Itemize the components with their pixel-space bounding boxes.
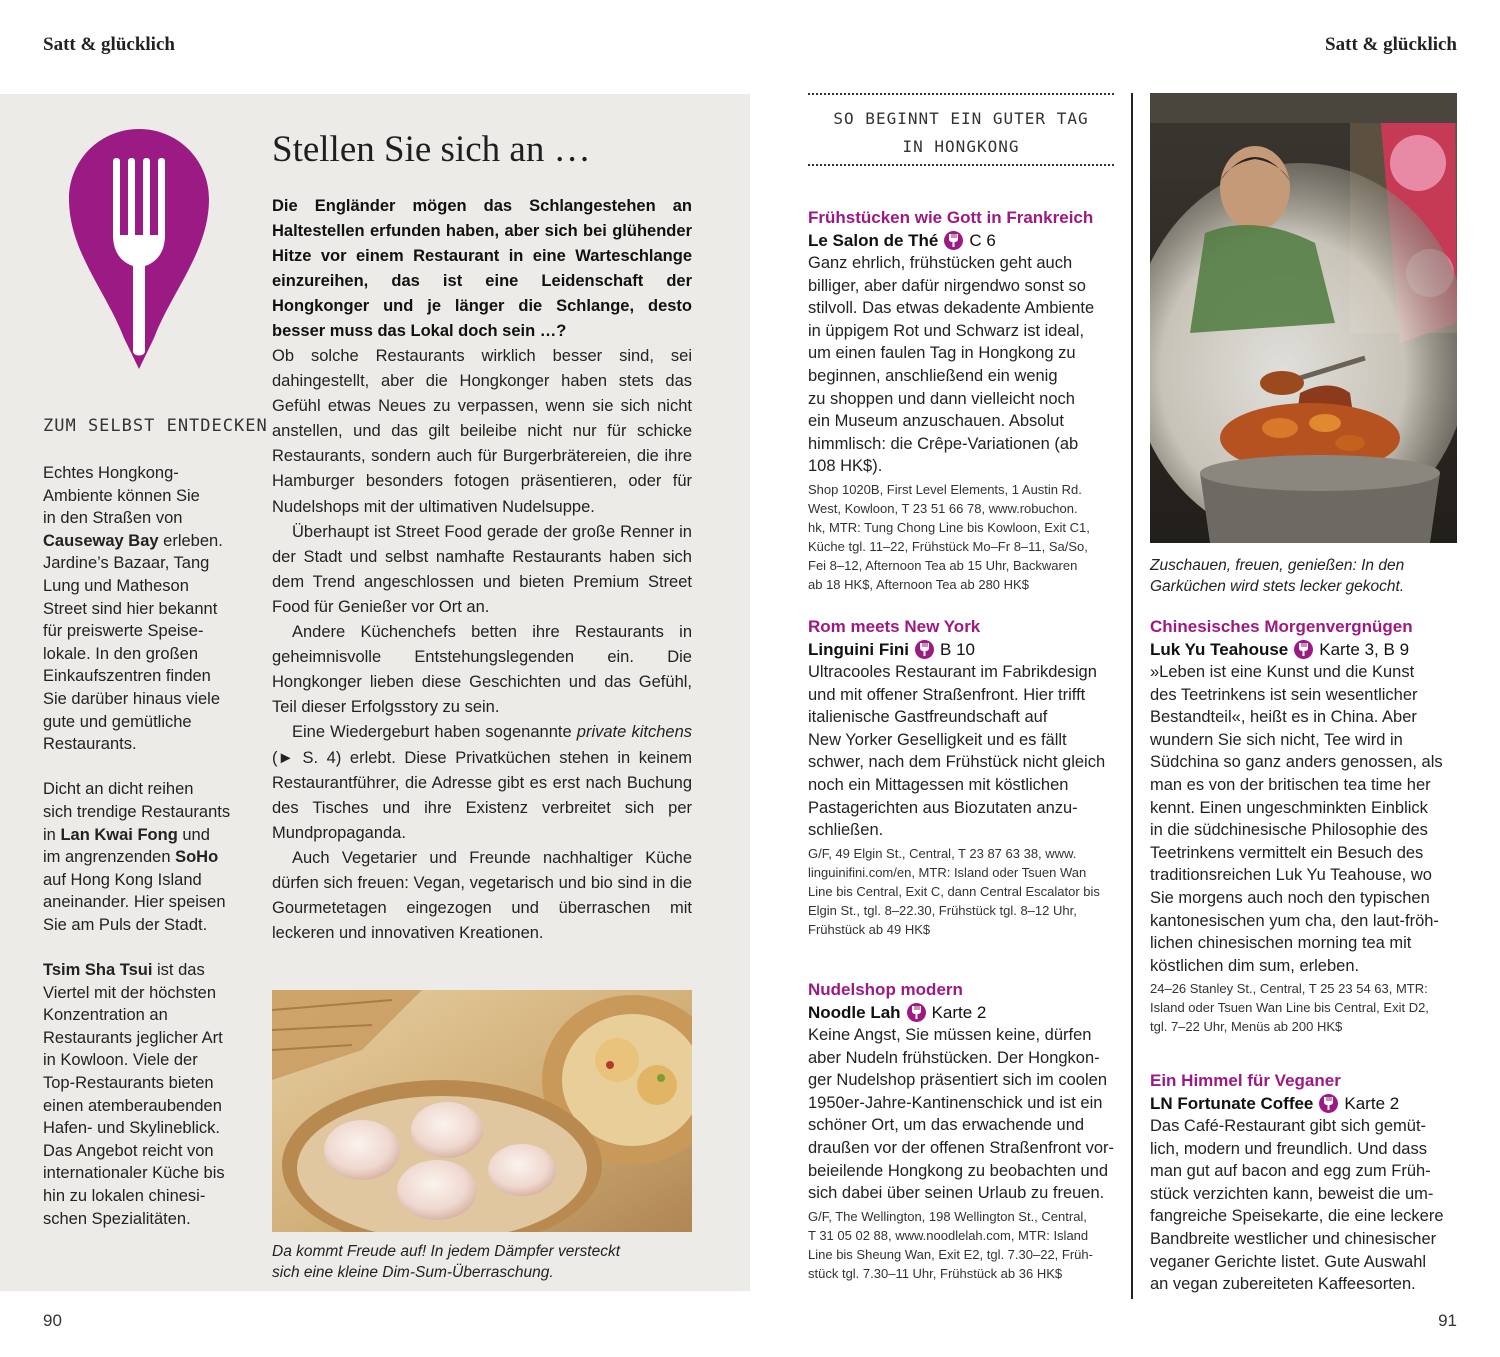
- map-reference: C 6: [969, 231, 996, 250]
- page-number-right: 91: [1438, 1311, 1457, 1330]
- sidebar-text: Echtes Hongkong- Ambiente können Sie in den Straßen von Causeway Bay erleben. Jardine’s Bazaar, Tang Lung und Matheson Street sind hier bekannt für preiswerte Speise- lokale. In den großen Einkaufszentren finden Sie darüber hinaus viele gute und gemütliche Restaurants. Dicht an dicht reihen sich trendige Restaurants in Lan Kwai Fong und im angrenzenden SoHo auf Hong Kong Island aneinander. Hier speisen Sie am Puls der Stadt. Tsim Sha Tsui ist das Viertel mit der höchsten Konzentration an Restaurants jeglicher Art in Kowloon. Viele der Top-Restaurants bieten einen atemberaubenden Hafen- und Skylineblick. Das Angebot reicht von internationaler Küche bis hin zu lokalen chinesi- schen Spezialitäten.: [43, 464, 231, 1228]
- running-header-left: Satt & glücklich: [43, 34, 175, 55]
- dotted-rule-top: [808, 93, 1114, 95]
- column-divider: [1131, 93, 1133, 1299]
- dim-sum-photo: [272, 990, 692, 1232]
- photo-caption-dim-sum: Da kommt Freude auf! In jedem Dämpfer versteckt sich eine kleine Dim-Sum-Überraschung.: [272, 1243, 621, 1281]
- map-reference: Karte 2: [1344, 1094, 1400, 1113]
- entry-address: G/F, The Wellington, 198 Wellington St., Central, T 31 05 02 88, www.noodlelah.com, MTR: Island Line bis Sheung Wan, Exit E2, tgl. 7.30–22, Früh- stück tgl. 7.30–11 Uhr, Frühstück ab 36 HK$: [808, 1208, 1093, 1281]
- restaurant-entry: [808, 206, 1118, 594]
- article-lead: Die Engländer mögen das Schlangestehen an Haltestellen erfunden haben, aber sich bei glühender Hitze vor einem Restaurant in eine Warteschlange einzureihen, das ist eine Leidenschaft der Hongkonger und je länger die Schlange, desto besser muss das Lokal doch sein …?: [272, 197, 692, 340]
- article-title: Stellen Sie sich an …: [272, 129, 591, 170]
- restaurant-entry: [1150, 615, 1460, 1036]
- map-reference: B 10: [940, 640, 976, 659]
- entry-name: Noodle Lah: [808, 1003, 901, 1022]
- entry-title: Frühstücken wie Gott in Frankreich: [808, 208, 1094, 227]
- map-reference: Karte 2: [931, 1003, 987, 1022]
- entry-description: Keine Angst, Sie müssen keine, dürfen aber Nudeln frühstücken. Der Hongkon- ger Nudelshop präsentiert sich im coolen 1950er-Jahre-Kantinenschick und ist ein schöner Ort, um das erwachende und draußen vor der offenen Straßenfront vor- beieilende Hongkong zu beobachten und sich dabei über seinen Urlaub zu freuen.: [808, 1026, 1115, 1203]
- fork-icon: [944, 231, 963, 250]
- street-food-cook-photo: [1150, 93, 1457, 543]
- entry-title: Nudelshop modern: [808, 980, 963, 999]
- fork-icon: [907, 1003, 926, 1022]
- article-paragraph: Eine Wiedergeburt haben sogenannte private kitchens (► S. 4) erlebt. Diese Privatküchen stehen in keinem Restaurantführer, die Adresse gibt es erst nach Buchung des Tisches und ihre Existenz verbreitet sich per Mundpropaganda.: [272, 723, 692, 842]
- fork-pin-icon: [66, 123, 212, 373]
- sidebar-title: ZUM SELBST ENTDECKEN: [43, 416, 268, 436]
- entry-title: Chinesisches Morgenvergnügen: [1150, 617, 1413, 636]
- article-paragraph: Überhaupt ist Street Food gerade der große Renner in der Stadt und selbst namhafte Restaurants haben sich dem Trend angeschlossen und bieten Premium Street Food für Genießer vor Ort an.: [272, 522, 692, 616]
- entry-description: Ultracooles Restaurant im Fabrikdesign und mit offener Straßenfront. Hier trifft italienische Gastfreundschaft auf New Yorker Geselligkeit und es fällt schwer, nach dem Frühstück nicht gleich noch ein Mittagessen mit köstlichen Pastagerichten aus Biozutaten anzu- schließen.: [808, 663, 1106, 840]
- map-reference: Karte 3, B 9: [1319, 640, 1410, 659]
- dotted-rule-bottom: [808, 164, 1114, 166]
- entry-description: Das Café-Restaurant gibt sich gemüt- lich, modern und freundlich. Und dass man gut auf bacon and egg zum Früh- stück verzichten kann, beweist die um- fangreiche Speisekarte, die eine leckere Bandbreite westlicher und chinesischer veganer Gerichte listet. Gute Auswahl an vegan zubereiteten Kaffeesorten.: [1150, 1117, 1444, 1294]
- restaurant-entry: [808, 978, 1118, 1283]
- article-paragraph: Ob solche Restaurants wirklich besser sind, sei dahingestellt, aber die Hongkonger haben stets das Gefühl etwas Neues zu verpassen, wenn sie sich nicht anstellen, und das gilt beileibe nicht nur für schicke Restaurants, sondern auch für Burgerbrätereien, die ihre Hamburger besonders fotogen präsentieren, oder für Nudelshops mit der ultimativen Nudelsuppe.: [272, 347, 692, 516]
- entry-name: Linguini Fini: [808, 640, 910, 659]
- article-paragraph: Andere Küchenchefs betten ihre Restaurants in geheimnisvolle Entstehungslegenden ein. Die Hongkonger lieben diese Geschichten und das Gefühl, Teil dieser Erfolgsstory zu sein.: [272, 623, 692, 717]
- box-title: SO BEGINNT EIN GUTER TAG IN HONGKONG: [833, 109, 1089, 156]
- entry-address: Shop 1020B, First Level Elements, 1 Austin Rd. West, Kowloon, T 23 51 66 78, www.robuchon. hk, MTR: Tung Chong Line bis Kowloon, Exit C1, Küche tgl. 11–22, Frühstück Mo–Fr 8–11, Sa/So, Fei 8–12, Afternoon Tea ab 15 Uhr, Backwaren ab 18 HK$, Afternoon Tea ab 280 HK$: [808, 481, 1090, 592]
- entry-address: G/F, 49 Elgin St., Central, T 23 87 63 38, www. linguinifini.com/en, MTR: Island oder Tsuen Wan Line bis Central, Exit C, dann Central Escalator bis Elgin St., tgl. 8–22.30, Frühstück tgl. 8–12 Uhr, Frühstück ab 49 HK$: [808, 845, 1100, 937]
- entry-name: LN Fortunate Coffee: [1150, 1094, 1314, 1113]
- fork-icon: [1319, 1094, 1338, 1113]
- page-number-left: 90: [43, 1311, 62, 1330]
- article-body: [272, 344, 692, 946]
- photo-caption-cook: Zuschauen, freuen, genießen: In den Garküchen wird stets lecker gekocht.: [1150, 557, 1405, 595]
- entry-name: Luk Yu Teahouse: [1150, 640, 1289, 659]
- entry-title: Ein Himmel für Veganer: [1150, 1071, 1341, 1090]
- restaurant-entry: [1150, 1069, 1460, 1296]
- entry-title: Rom meets New York: [808, 617, 981, 636]
- entry-name: Le Salon de Thé: [808, 231, 939, 250]
- article-paragraph: Auch Vegetarier und Freunde nachhaltiger Küche dürfen sich freuen: Vegan, vegetarisch und bio sind in die Gourmetetagen eingezogen und überraschen mit leckeren und innovativen Kreationen.: [272, 848, 692, 943]
- fork-icon: [1294, 640, 1313, 659]
- running-header-right: Satt & glücklich: [1325, 34, 1457, 55]
- entry-description: Ganz ehrlich, frühstücken geht auch billiger, aber dafür nirgendwo sonst so stilvoll. Das etwas dekadente Ambiente in üppigem Rot und Schwarz ist ideal, um einen faulen Tag in Hongkong zu beginnen, anschließend ein wenig zu shoppen und dann vielleicht noch ein Museum anzuschauen. Absolut himmlisch: die Crêpe-Variationen (ab 108 HK$).: [808, 254, 1095, 476]
- fork-icon: [915, 640, 934, 659]
- entry-description: »Leben ist eine Kunst und die Kunst des Teetrinkens ist sein wesentlicher Bestandteil«, heißt es in China. Aber wundern Sie sich nicht, Tee wird in Südchina so ganz anders genossen, als man es von der britischen tea time her kennt. Einen ungeschminkten Einblick in die südchinesische Philosophie des Teetrinkens vermittelt ein Besuch des traditionsreichen Luk Yu Teahouse, wo Sie morgens auch noch den typischen kantonesischen yum cha, den laut-fröh- lichen chinesischen morning tea mit köstlichen dim sum, erleben.: [1150, 663, 1443, 975]
- restaurant-entry: [808, 615, 1118, 939]
- entry-address: 24–26 Stanley St., Central, T 25 23 54 63, MTR: Island oder Tsuen Wan Line bis Central, Exit D2, tgl. 7–22 Uhr, Menüs ab 200 HK$: [1150, 981, 1429, 1035]
